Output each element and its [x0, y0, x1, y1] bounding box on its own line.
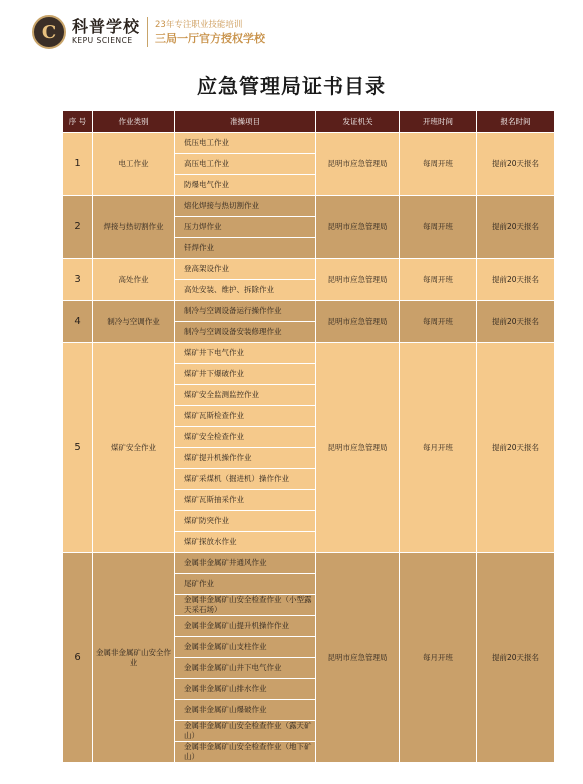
issuer-cell: 昆明市应急管理局 [316, 301, 400, 343]
operation-item: 制冷与空调设备安装修理作业 [175, 322, 316, 343]
category-cell: 焊接与热切割作业 [93, 196, 175, 259]
brand [72, 18, 140, 46]
header-item: 准操项目 [175, 111, 316, 133]
signup-time-cell: 提前20天报名 [477, 343, 555, 553]
header-issuer: 发证机关 [316, 111, 400, 133]
operation-item: 煤矿防突作业 [175, 511, 316, 532]
category-cell: 制冷与空调作业 [93, 301, 175, 343]
signup-time-cell: 提前20天报名 [477, 196, 555, 259]
open-time-cell: 每周开班 [400, 259, 477, 301]
row-number: 1 [63, 133, 93, 196]
table-header-row [63, 111, 555, 133]
operation-item: 钎焊作业 [175, 238, 316, 259]
operation-item: 高处安装、维护、拆除作业 [175, 280, 316, 301]
issuer-cell: 昆明市应急管理局 [316, 196, 400, 259]
operation-item: 金属非金属矿山爆破作业 [175, 700, 316, 721]
operation-item: 金属非金属矿井通风作业 [175, 553, 316, 574]
row-number: 5 [63, 343, 93, 553]
signup-time-cell: 提前20天报名 [477, 133, 555, 196]
header-signup-time: 报名时间 [477, 111, 555, 133]
brand-name-cn: 科普学校 [72, 17, 141, 36]
open-time-cell: 每月开班 [400, 343, 477, 553]
issuer-cell: 昆明市应急管理局 [316, 259, 400, 301]
header [32, 12, 265, 52]
certificate-table [62, 110, 555, 763]
operation-item: 登高架设作业 [175, 259, 316, 280]
operation-item: 煤矿井下电气作业 [175, 343, 316, 364]
operation-item: 低压电工作业 [175, 133, 316, 154]
operation-item: 金属非金属矿山提升机操作作业 [175, 616, 316, 637]
logo-letter: C [41, 21, 57, 43]
table-row [63, 343, 555, 364]
brand-name-en: KEPU SCIENCE [72, 36, 133, 45]
category-cell: 金属非金属矿山安全作业 [93, 553, 175, 763]
header-divider [147, 17, 148, 47]
operation-item: 煤矿探放水作业 [175, 532, 316, 553]
operation-item: 煤矿安全监测监控作业 [175, 385, 316, 406]
row-number: 3 [63, 259, 93, 301]
open-time-cell: 每周开班 [400, 301, 477, 343]
operation-item: 高压电工作业 [175, 154, 316, 175]
issuer-cell: 昆明市应急管理局 [316, 133, 400, 196]
operation-item: 煤矿瓦斯抽采作业 [175, 490, 316, 511]
signup-time-cell: 提前20天报名 [477, 259, 555, 301]
operation-item: 煤矿安全检查作业 [175, 427, 316, 448]
category-cell: 电工作业 [93, 133, 175, 196]
table-row [63, 553, 555, 574]
operation-item: 金属非金属矿山安全检查作业（露天矿山） [175, 721, 316, 742]
issuer-cell: 昆明市应急管理局 [316, 343, 400, 553]
category-cell: 煤矿安全作业 [93, 343, 175, 553]
page-title: 应急管理局证书目录 [197, 74, 386, 98]
row-number: 2 [63, 196, 93, 259]
header-category: 作业类别 [93, 111, 175, 133]
issuer-cell: 昆明市应急管理局 [316, 553, 400, 763]
operation-item: 制冷与空调设备运行操作作业 [175, 301, 316, 322]
slogan-line2: 三局一厅官方授权学校 [155, 31, 266, 45]
operation-item: 金属非金属矿山安全检查作业（地下矿山） [175, 742, 316, 763]
row-number: 6 [63, 553, 93, 763]
open-time-cell: 每周开班 [400, 133, 477, 196]
table-row [63, 301, 555, 322]
table-row [63, 259, 555, 280]
operation-item: 煤矿瓦斯检查作业 [175, 406, 316, 427]
header-no: 序 号 [63, 111, 93, 133]
operation-item: 尾矿作业 [175, 574, 316, 595]
slogan-line1: 23年专注职业技能培训 [155, 19, 243, 30]
slogan [155, 19, 265, 46]
table-row [63, 133, 555, 154]
open-time-cell: 每月开班 [400, 553, 477, 763]
header-open-time: 开班时间 [400, 111, 477, 133]
open-time-cell: 每周开班 [400, 196, 477, 259]
operation-item: 压力焊作业 [175, 217, 316, 238]
operation-item: 防爆电气作业 [175, 175, 316, 196]
operation-item: 金属非金属矿山安全检查作业（小型露天采石场） [175, 595, 316, 616]
school-logo [32, 15, 66, 49]
operation-item: 熔化焊接与热切割作业 [175, 196, 316, 217]
table-row [63, 196, 555, 217]
category-cell: 高处作业 [93, 259, 175, 301]
operation-item: 煤矿提升机操作作业 [175, 448, 316, 469]
signup-time-cell: 提前20天报名 [477, 301, 555, 343]
operation-item: 煤矿采煤机（掘进机）操作作业 [175, 469, 316, 490]
signup-time-cell: 提前20天报名 [477, 553, 555, 763]
operation-item: 金属非金属矿山排水作业 [175, 679, 316, 700]
operation-item: 金属非金属矿山井下电气作业 [175, 658, 316, 679]
row-number: 4 [63, 301, 93, 343]
operation-item: 金属非金属矿山支柱作业 [175, 637, 316, 658]
operation-item: 煤矿井下爆破作业 [175, 364, 316, 385]
